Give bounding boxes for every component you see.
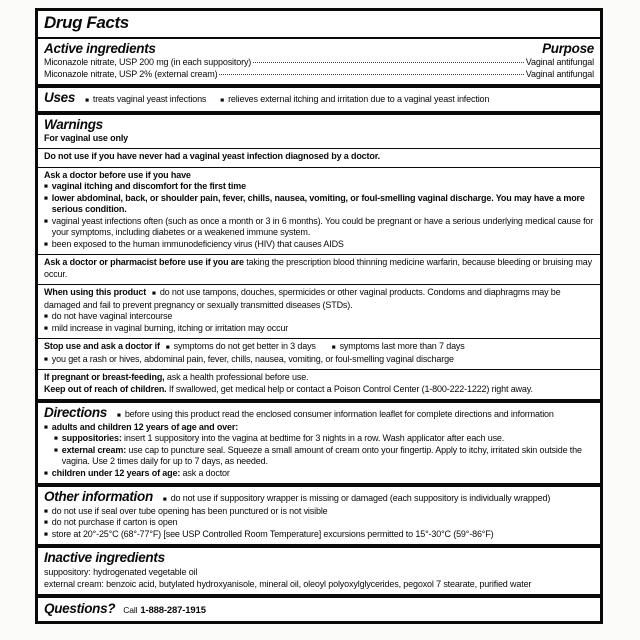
uses-item <box>85 94 206 107</box>
stop-use-lead <box>44 341 594 354</box>
do-not-use-section <box>38 148 600 167</box>
stop-use-heading: Stop use and ask a doctor if <box>44 341 160 351</box>
list-item <box>44 422 594 434</box>
keep-out-rest: If swallowed, get medical help or contact a Poison Control Center (1-800-222-1222) right away. <box>166 383 533 394</box>
ask-pharmacist-lead: Ask a doctor or pharmacist before use if you are <box>44 257 244 267</box>
list-item-text <box>52 468 230 480</box>
list-item-text <box>62 445 594 468</box>
uses-heading: Uses <box>44 90 76 105</box>
ask-pharmacist-section <box>38 254 600 284</box>
stop-use-section <box>38 338 600 369</box>
ingredient-name: Miconazole nitrate, USP 200 mg (in each suppository) <box>44 57 252 67</box>
pregnant-text <box>44 372 594 384</box>
list-item <box>44 311 594 323</box>
keep-out-text <box>44 384 594 396</box>
pregnancy-section <box>38 369 600 399</box>
list-item <box>44 354 594 366</box>
other-info-first-text: do not use if suppository wrapper is missing or damaged (each suppository is individually wrapped) <box>170 493 551 503</box>
bullet-icon: ■ <box>44 530 48 538</box>
suppositories-text: insert 1 suppository into the vagina at bedtime for 3 nights in a row. Wash applicator after each use. <box>121 433 505 443</box>
other-info-header-line <box>44 489 594 506</box>
pregnant-lead: If pregnant or breast-feeding, <box>44 372 165 382</box>
bullet-icon: ■ <box>44 217 48 225</box>
uses-section <box>38 84 600 111</box>
bullet-icon: ■ <box>220 97 225 104</box>
list-item-text <box>62 433 504 445</box>
ask-pharmacist-rest: taking the prescription blood thinning medicine warfarin, because bleeding or bruising may occur. <box>44 257 592 279</box>
bullet-icon: ■ <box>44 507 48 515</box>
questions-heading: Questions? <box>44 601 116 616</box>
uses-item <box>220 94 489 107</box>
inactive-ingredients-heading: Inactive ingredients <box>44 550 165 565</box>
directions-lead <box>111 409 554 422</box>
active-ingredients-heading: Active ingredients <box>44 41 156 56</box>
when-using-lead <box>44 287 594 311</box>
bullet-icon: ■ <box>44 423 48 431</box>
pregnant-rest: ask a health professional before use. <box>164 372 309 382</box>
list-item <box>44 181 594 193</box>
external-cream-text: use cap to puncture seal. Squeeze a small amount of cream onto your fingertip. Apply to itchy, irritated skin outside the vagina. Use 2 times daily for up to 7 days, as needed. <box>61 444 582 466</box>
bullet-icon: ■ <box>44 355 48 363</box>
stop-use-inline-item: symptoms do not get better in 3 days <box>173 341 316 351</box>
when-using-first-item: do not use tampons, douches, spermicides or other vaginal products. Condoms and diaphragms may be damaged and fail to prevent pregnancy or sexually transmitted diseases (STDs). <box>44 287 561 310</box>
drug-facts-label <box>35 8 603 624</box>
warnings-header-section <box>38 111 600 149</box>
other-information-heading: Other information <box>44 489 153 504</box>
list-item-text: vaginal itching and discomfort for the first time <box>51 181 246 191</box>
active-ingredients-header <box>44 41 594 57</box>
active-ingredient-row <box>44 57 594 69</box>
list-item <box>44 239 594 251</box>
drug-facts-title: Drug Facts <box>44 13 129 32</box>
inactive-ingredients-section <box>38 544 600 594</box>
list-item-text: do not use if seal over tube opening has been punctured or is not visible <box>51 505 328 516</box>
uses-item-text: treats vaginal yeast infections <box>92 94 207 104</box>
children-label: children under 12 years of age: <box>51 467 181 478</box>
list-item <box>44 193 594 216</box>
list-item <box>44 529 594 541</box>
questions-phone-number: 1-888-287-1915 <box>140 605 206 616</box>
active-ingredients-section <box>38 37 600 84</box>
list-item <box>54 433 594 445</box>
bullet-icon: ■ <box>44 183 48 190</box>
keep-out-lead: Keep out of reach of children. <box>44 383 167 394</box>
list-item-text: do not have vaginal intercourse <box>51 311 173 321</box>
bullet-icon: ■ <box>85 97 89 104</box>
call-label: Call <box>123 605 138 615</box>
inactive-ingredients-line: external cream: benzoic acid, butylated hydroxyanisole, mineral oil, oleoyl polyoxylglycerides, pegoxol 7 stearate, purified water <box>44 578 532 589</box>
list-item-text: vaginal yeast infections often (such as once a month or 3 in 6 months). You could be pregnant or have a serious underlying medical cause for your symptoms, including diabetes or a weakened immune system. <box>51 215 594 237</box>
directions-section <box>38 399 600 483</box>
bullet-icon: ■ <box>162 496 167 503</box>
do-not-use-text: Do not use if you have never had a vaginal yeast infection diagnosed by a doctor. <box>44 151 380 161</box>
bullet-icon: ■ <box>165 344 170 351</box>
ask-pharmacist-text <box>44 257 594 280</box>
bullet-icon: ■ <box>331 344 336 351</box>
bullet-icon: ■ <box>117 412 121 419</box>
list-item <box>44 216 594 239</box>
title-section <box>38 11 600 37</box>
bullet-icon: ■ <box>152 290 156 297</box>
bullet-icon: ■ <box>54 435 58 442</box>
list-item-text: adults and children 12 years of age and over: <box>51 421 239 432</box>
ask-doctor-lead: Ask a doctor before use if you have <box>44 169 191 180</box>
dot-leader <box>253 62 524 63</box>
list-item <box>44 506 594 518</box>
dot-leader <box>219 74 523 75</box>
warnings-subheading: For vaginal use only <box>44 132 129 143</box>
bullet-icon: ■ <box>44 194 48 202</box>
when-using-heading: When using this product <box>44 287 147 297</box>
list-item <box>44 323 594 335</box>
list-item <box>54 445 594 468</box>
children-text: ask a doctor <box>180 467 230 478</box>
stop-use-inline-item: symptoms last more than 7 days <box>339 341 465 351</box>
list-item-text: do not purchase if carton is open <box>51 517 178 527</box>
other-info-first-item <box>157 493 550 506</box>
bullet-icon: ■ <box>44 240 48 248</box>
questions-section <box>38 594 600 621</box>
bullet-icon: ■ <box>44 324 48 332</box>
inactive-ingredients-line: suppository: hydrogenated vegetable oil <box>44 567 198 577</box>
bullet-icon: ■ <box>44 469 48 477</box>
ingredient-name: Miconazole nitrate, USP 2% (external cream) <box>44 68 218 79</box>
ingredient-purpose: Vaginal antifungal <box>525 68 594 79</box>
list-item-text: you get a rash or hives, abdominal pain, fever, chills, nausea, vomiting, or foul-smelling vaginal discharge <box>51 353 454 364</box>
warnings-heading: Warnings <box>44 116 103 132</box>
ingredient-purpose: Vaginal antifungal <box>525 57 594 67</box>
list-item <box>44 468 594 480</box>
directions-lead-text: before using this product read the enclosed consumer information leaflet for complete directions and information <box>124 409 554 419</box>
list-item-text: store at 20°-25°C (68°-77°F) [see USP Controlled Room Temperature] excursions permitted to 15°-30°C (59°-86°F) <box>51 528 494 539</box>
list-item-text: been exposed to the human immunodeficiency virus (HIV) that causes AIDS <box>51 238 344 249</box>
bullet-icon: ■ <box>44 313 48 320</box>
other-information-section <box>38 483 600 544</box>
external-cream-label: external cream: <box>61 444 127 455</box>
directions-header-line <box>44 405 594 422</box>
list-item <box>44 517 594 529</box>
purpose-heading: Purpose <box>542 41 594 56</box>
directions-heading: Directions <box>44 405 108 420</box>
bullet-icon: ■ <box>54 446 58 454</box>
list-item-text: mild increase in vaginal burning, itching or irritation may occur <box>51 322 289 333</box>
active-ingredient-row <box>44 69 594 81</box>
bullet-icon: ■ <box>44 519 48 526</box>
suppositories-label: suppositories: <box>61 433 122 443</box>
ask-doctor-section <box>38 167 600 255</box>
uses-item-text: relieves external itching and irritation due to a vaginal yeast infection <box>228 94 490 104</box>
when-using-section <box>38 284 600 338</box>
list-item-text: lower abdominal, back, or shoulder pain, fever, chills, nausea, vomiting, or foul-smelling vaginal discharge. You may have a more serious condition. <box>51 192 585 214</box>
